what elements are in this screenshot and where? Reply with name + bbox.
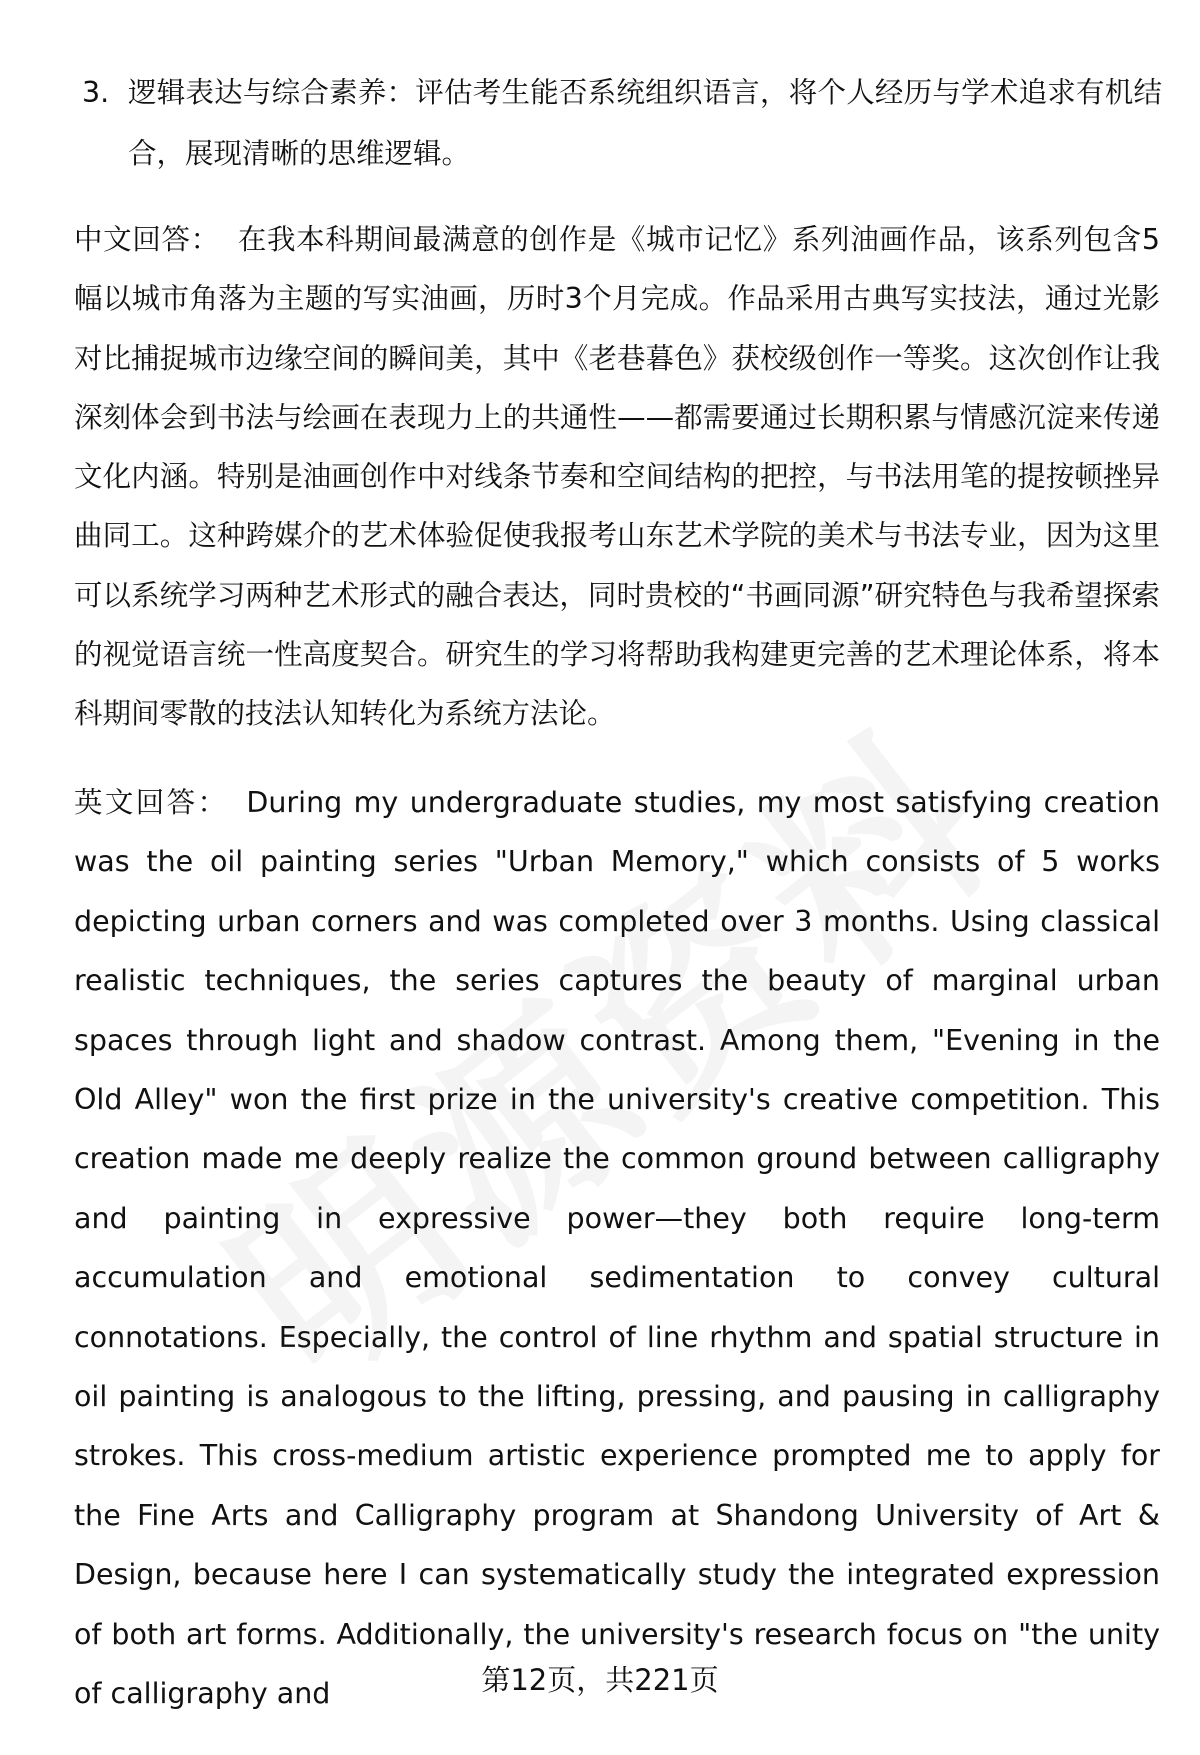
english-answer-label: 英文回答： <box>74 786 229 819</box>
english-answer-text: During my undergraduate studies, my most satisfying creation was the oil painting series "Urban Memory," which consists of 5 works depicting urban corners and was completed over 3 months. Using classical realistic techniques, the series captures the beauty of marginal urban spaces through light and shadow contrast. Among them, "Evening in the Old Alley" won the first prize in the university's creative competition. This creation made me deeply realize the common ground between calligraphy and painting in expressive power—they both require long-term accumulation and emotional sedimentation to convey cultural connotations. Especially, the control of line rhythm and spatial structure in oil painting is analogous to the lifting, pressing, and pausing in calligraphy strokes. This cross-medium artistic experience prompted me to apply for the Fine Arts and Calligraphy program at Shandong University of Art & Design, because here I can systematically study the integrated expression of both art forms. Additionally, the university's research focus on "the unity of calligraphy and <box>74 786 1160 1711</box>
page-footer <box>0 1660 1200 1700</box>
chinese-answer-paragraph <box>74 210 1160 744</box>
chinese-answer-label: 中文回答： <box>74 223 220 256</box>
english-answer-paragraph <box>74 773 1160 1724</box>
list-item-text: 逻辑表达与综合素养：评估考生能否系统组织语言，将个人经历与学术追求有机结合，展现清晰的思维逻辑。 <box>128 76 1162 170</box>
chinese-answer-text: 在我本科期间最满意的创作是《城市记忆》系列油画作品，该系列包含5幅以城市角落为主题的写实油画，历时3个月完成。作品采用古典写实技法，通过光影对比捕捉城市边缘空间的瞬间美，其中《老巷暮色》获校级创作一等奖。这次创作让我深刻体会到书法与绘画在表现力上的共通性——都需要通过长期积累与情感沉淀来传递文化内涵。特别是油画创作中对线条节奏和空间结构的把控，与书法用笔的提按顿挫异曲同工。这种跨媒介的艺术体验促使我报考山东艺术学院的美术与书法专业，因为这里可以系统学习两种艺术形式的融合表达，同时贵校的“书画同源”研究特色与我希望探索的视觉语言统一性高度契合。研究生的学习将帮助我构建更完善的艺术理论体系，将本科期间零散的技法认知转化为系统方法论。 <box>74 223 1160 731</box>
list-item <box>82 62 1162 184</box>
page-indicator: 第12页，共221页 <box>481 1663 719 1697</box>
list-item-number: 3. <box>82 76 110 109</box>
